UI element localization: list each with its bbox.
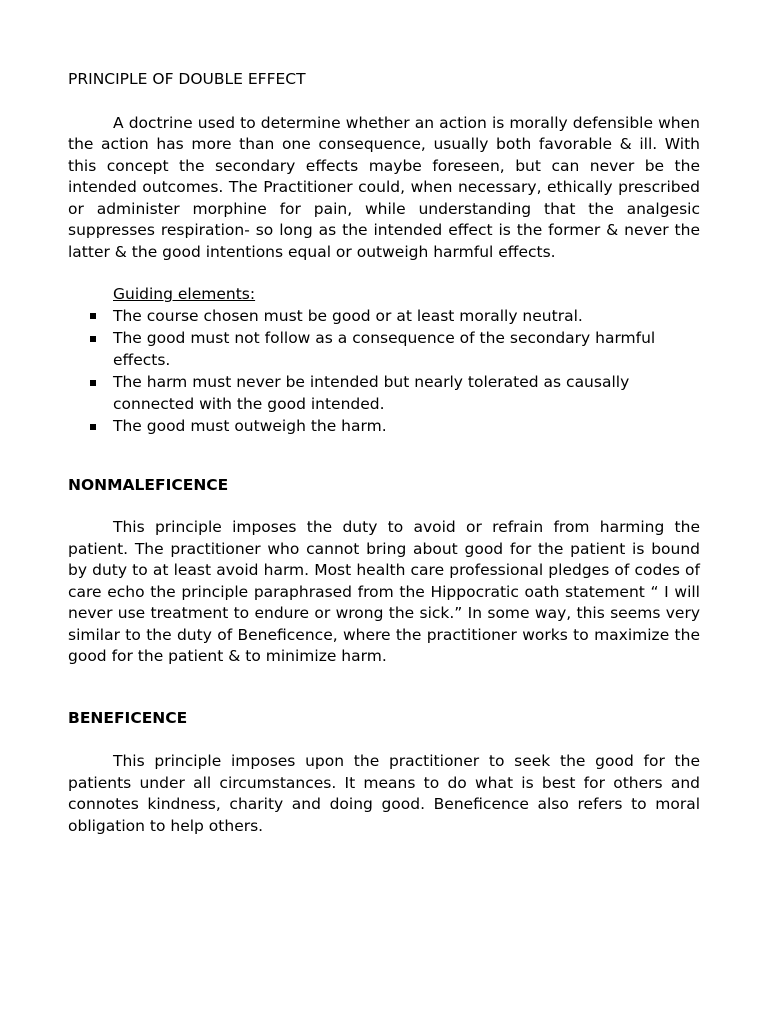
square-bullet-icon [90,380,96,386]
heading-nonmaleficence: NONMALEFICENCE [68,475,229,494]
square-bullet-icon [90,313,96,319]
paragraph-double-effect: A doctrine used to determine whether an action is morally defensible when the action has more than one consequence, usually both favorable & ill. With this concept the secondary effects maybe foreseen, but can never be the intended outcomes. The Practitioner could, when necessary, ethically prescribed or administer morphine for pain, while understanding that the analgesic suppresses respiration- so long as the intended effect is the former & never the latter & the good intentions equal or outweigh harmful effects. [68,113,700,261]
square-bullet-icon [90,424,96,430]
list-item [68,372,700,415]
heading-double-effect: PRINCIPLE OF DOUBLE EFFECT [68,70,306,88]
list-item-text: The good must outweigh the harm. [113,417,387,435]
list-item-text: The harm must never be intended but nearly tolerated as causally connected with the good intended. [113,373,630,413]
paragraph-nonmaleficence: This principle imposes the duty to avoid or refrain from harming the patient. The practitioner who cannot bring about good for the patient is bound by duty to at least avoid harm. Most health care professional pledges of codes of care echo the principle paraphrased from the Hippocratic oath statement “ I will never use treatment to endure or wrong the sick.” In some way, this seems very similar to the duty of Beneficence, where the practitioner works to maximize the good for the patient & to minimize harm. [68,518,700,665]
guiding-elements-list [68,306,700,438]
paragraph-beneficence: This principle imposes upon the practitioner to seek the good for the patients under all circumstances. It means to do what is best for others and connotes kindness, charity and doing good. Beneficence also refers to moral obligation to help others. [68,752,700,835]
guiding-elements-label: Guiding elements: [113,285,256,303]
list-item [68,306,700,328]
document-page [68,69,700,837]
list-item-text: The course chosen must be good or at least morally neutral. [113,306,583,325]
list-item-text: The good must not follow as a consequence of the secondary harmful effects. [113,329,656,369]
heading-beneficence: BENEFICENCE [68,708,188,727]
list-item [68,328,700,371]
square-bullet-icon [90,336,96,342]
list-item [68,416,700,438]
